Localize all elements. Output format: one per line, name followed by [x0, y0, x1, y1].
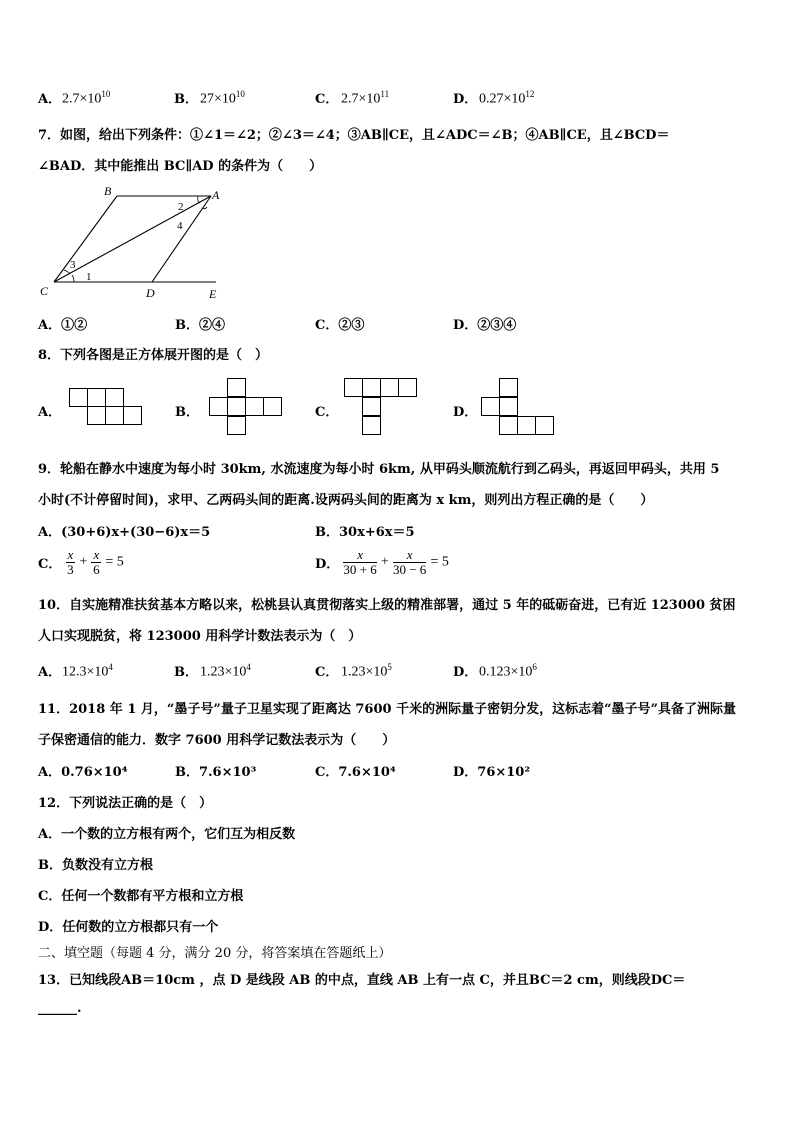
q9-stem-line1: 9．轮船在静水中速度为每小时 30km, 水流速度为每小时 6km, 从甲码头顺流航行到乙码头，再返回甲码头，共用 5 [38, 462, 720, 477]
q7-option-a: A．①② [38, 318, 88, 333]
angle-3-label: 3 [70, 259, 76, 271]
q8-option-a-label: A． [38, 405, 62, 420]
q6-a-label: A． [38, 92, 62, 107]
q10-d-value: $0.123\times 10^6$ [479, 662, 537, 680]
q12-option-d: D．任何数的立方根都只有一个 [38, 920, 219, 935]
q7-option-c: C．②③ [315, 318, 365, 333]
q6-c-value: $2.7\times 10^{11}$ [341, 89, 390, 107]
q6-c-label: C． [315, 92, 339, 107]
q12-option-a: A．一个数的立方根有两个，它们互为相反数 [38, 827, 296, 842]
q10-c-value: $1.23\times 10^5$ [341, 662, 392, 680]
edge-bc [54, 196, 117, 282]
q10-b-label: B． [174, 665, 198, 680]
q11-option-d: D．76×10² [453, 765, 531, 780]
q9-d-frac1: $\frac{x}{30 + 6}$ [343, 547, 377, 577]
q11-stem-line2: 子保密通信的能力．数字 7600 用科学记数法表示为（ ） [38, 733, 396, 748]
q12-option-c: C．任何一个数都有平方根和立方根 [38, 889, 244, 904]
q10-stem-line2: 人口实现脱贫，将 123000 用科学计数法表示为（ ） [38, 629, 362, 644]
q12-stem: 12．下列说法正确的是（ ） [38, 796, 213, 811]
q9-option-d: D． $\frac{x}{30 + 6}$ + $\frac{x}{30 - 6}$ = 5 [315, 547, 449, 577]
section-fill-in-heading: 二、填空题（每题 4 分，满分 20 分，将答案填在答题纸上） [38, 946, 392, 961]
q11-option-c: C．7.6×10⁴ [315, 765, 396, 780]
q9-option-b: B．30x+6x＝5 [315, 525, 415, 540]
q6-a-value: $2.7\times 10^{10}$ [62, 89, 111, 107]
q9-stem-line2: 小时(不计停留时间)，求甲、乙两码头间的距离.设两码头间的距离为 x km，则列出方程正确的是（ ） [38, 493, 654, 508]
q9-d-frac2: $\frac{x}{30 - 6}$ [392, 547, 427, 577]
label-a: A [212, 188, 220, 202]
q10-a-label: A． [38, 665, 62, 680]
q10-stem-line1: 10．自实施精准扶贫基本方略以来，松桃县认真贯彻落实上级的精准部署，通过 5 年的砥砺奋进，已有近 123000 贫困 [38, 598, 736, 613]
q6-b-label: B． [174, 92, 198, 107]
q7-stem-line1: 7．如图，给出下列条件：①∠1＝∠2；②∠3＝∠4；③AB∥CE，且∠ADC＝∠B；④AB∥CE，且∠BCD＝ [38, 128, 670, 143]
q8-option-c-label: C． [315, 405, 339, 420]
q9-option-a: A．(30+6)x+(30−6)x＝5 [38, 525, 211, 540]
label-c: C [40, 284, 49, 298]
angle-2-label: 2 [178, 201, 184, 213]
q8-option-b-label: B． [175, 405, 199, 420]
label-d: D [146, 286, 155, 300]
q8-option-d-label: D． [453, 405, 478, 420]
q6-d-label: D． [453, 92, 478, 107]
q7-option-d: D．②③④ [453, 318, 517, 333]
q9-c-frac2: $\frac{x}{6}$ [93, 547, 100, 577]
q13-stem-line1: 13．已知线段AB＝10cm ，点 D 是线段 AB 的中点，直线 AB 上有一点 C，并且BC＝2 cm，则线段DC＝ [38, 973, 686, 988]
q11-option-a: A．0.76×10⁴ [38, 765, 128, 780]
q7-stem-line2: ∠BAD．其中能推出 BC∥AD 的条件为（ ） [38, 159, 323, 174]
q10-b-value: $1.23\times 10^4$ [200, 662, 251, 680]
q9-c-frac1: $\frac{x}{3}$ [67, 547, 74, 577]
q7-parallelogram-figure [38, 183, 238, 303]
angle-4-label: 4 [177, 220, 183, 232]
q10-a-value: $12.3\times 10^4$ [62, 662, 113, 680]
q9-option-c: C． $\frac{x}{3}$ + $\frac{x}{6}$ = 5 [38, 547, 124, 577]
q10-c-label: C． [315, 665, 339, 680]
angle-1-label: 1 [86, 271, 92, 283]
q7-option-b: B．②④ [175, 318, 225, 333]
q12-option-b: B．负数没有立方根 [38, 858, 153, 873]
q11-stem-line1: 11．2018 年 1 月，“墨子号”量子卫星实现了距离达 7600 千米的洲际量子密钥分发，这标志着“墨子号”具备了洲际量 [38, 702, 737, 717]
diagonal-ac [54, 196, 211, 282]
q11-option-b: B．7.6×10³ [175, 765, 257, 780]
label-b: B [104, 184, 112, 198]
q10-d-label: D． [453, 665, 478, 680]
label-e: E [209, 287, 217, 301]
q13-answer-blank[interactable]: ______. [38, 1001, 82, 1016]
q8-stem: 8．下列各图是正方体展开图的是（ ） [38, 348, 269, 363]
q6-b-value: $27\times 10^{10}$ [200, 89, 245, 107]
q6-d-value: $0.27\times 10^{12}$ [479, 89, 535, 107]
